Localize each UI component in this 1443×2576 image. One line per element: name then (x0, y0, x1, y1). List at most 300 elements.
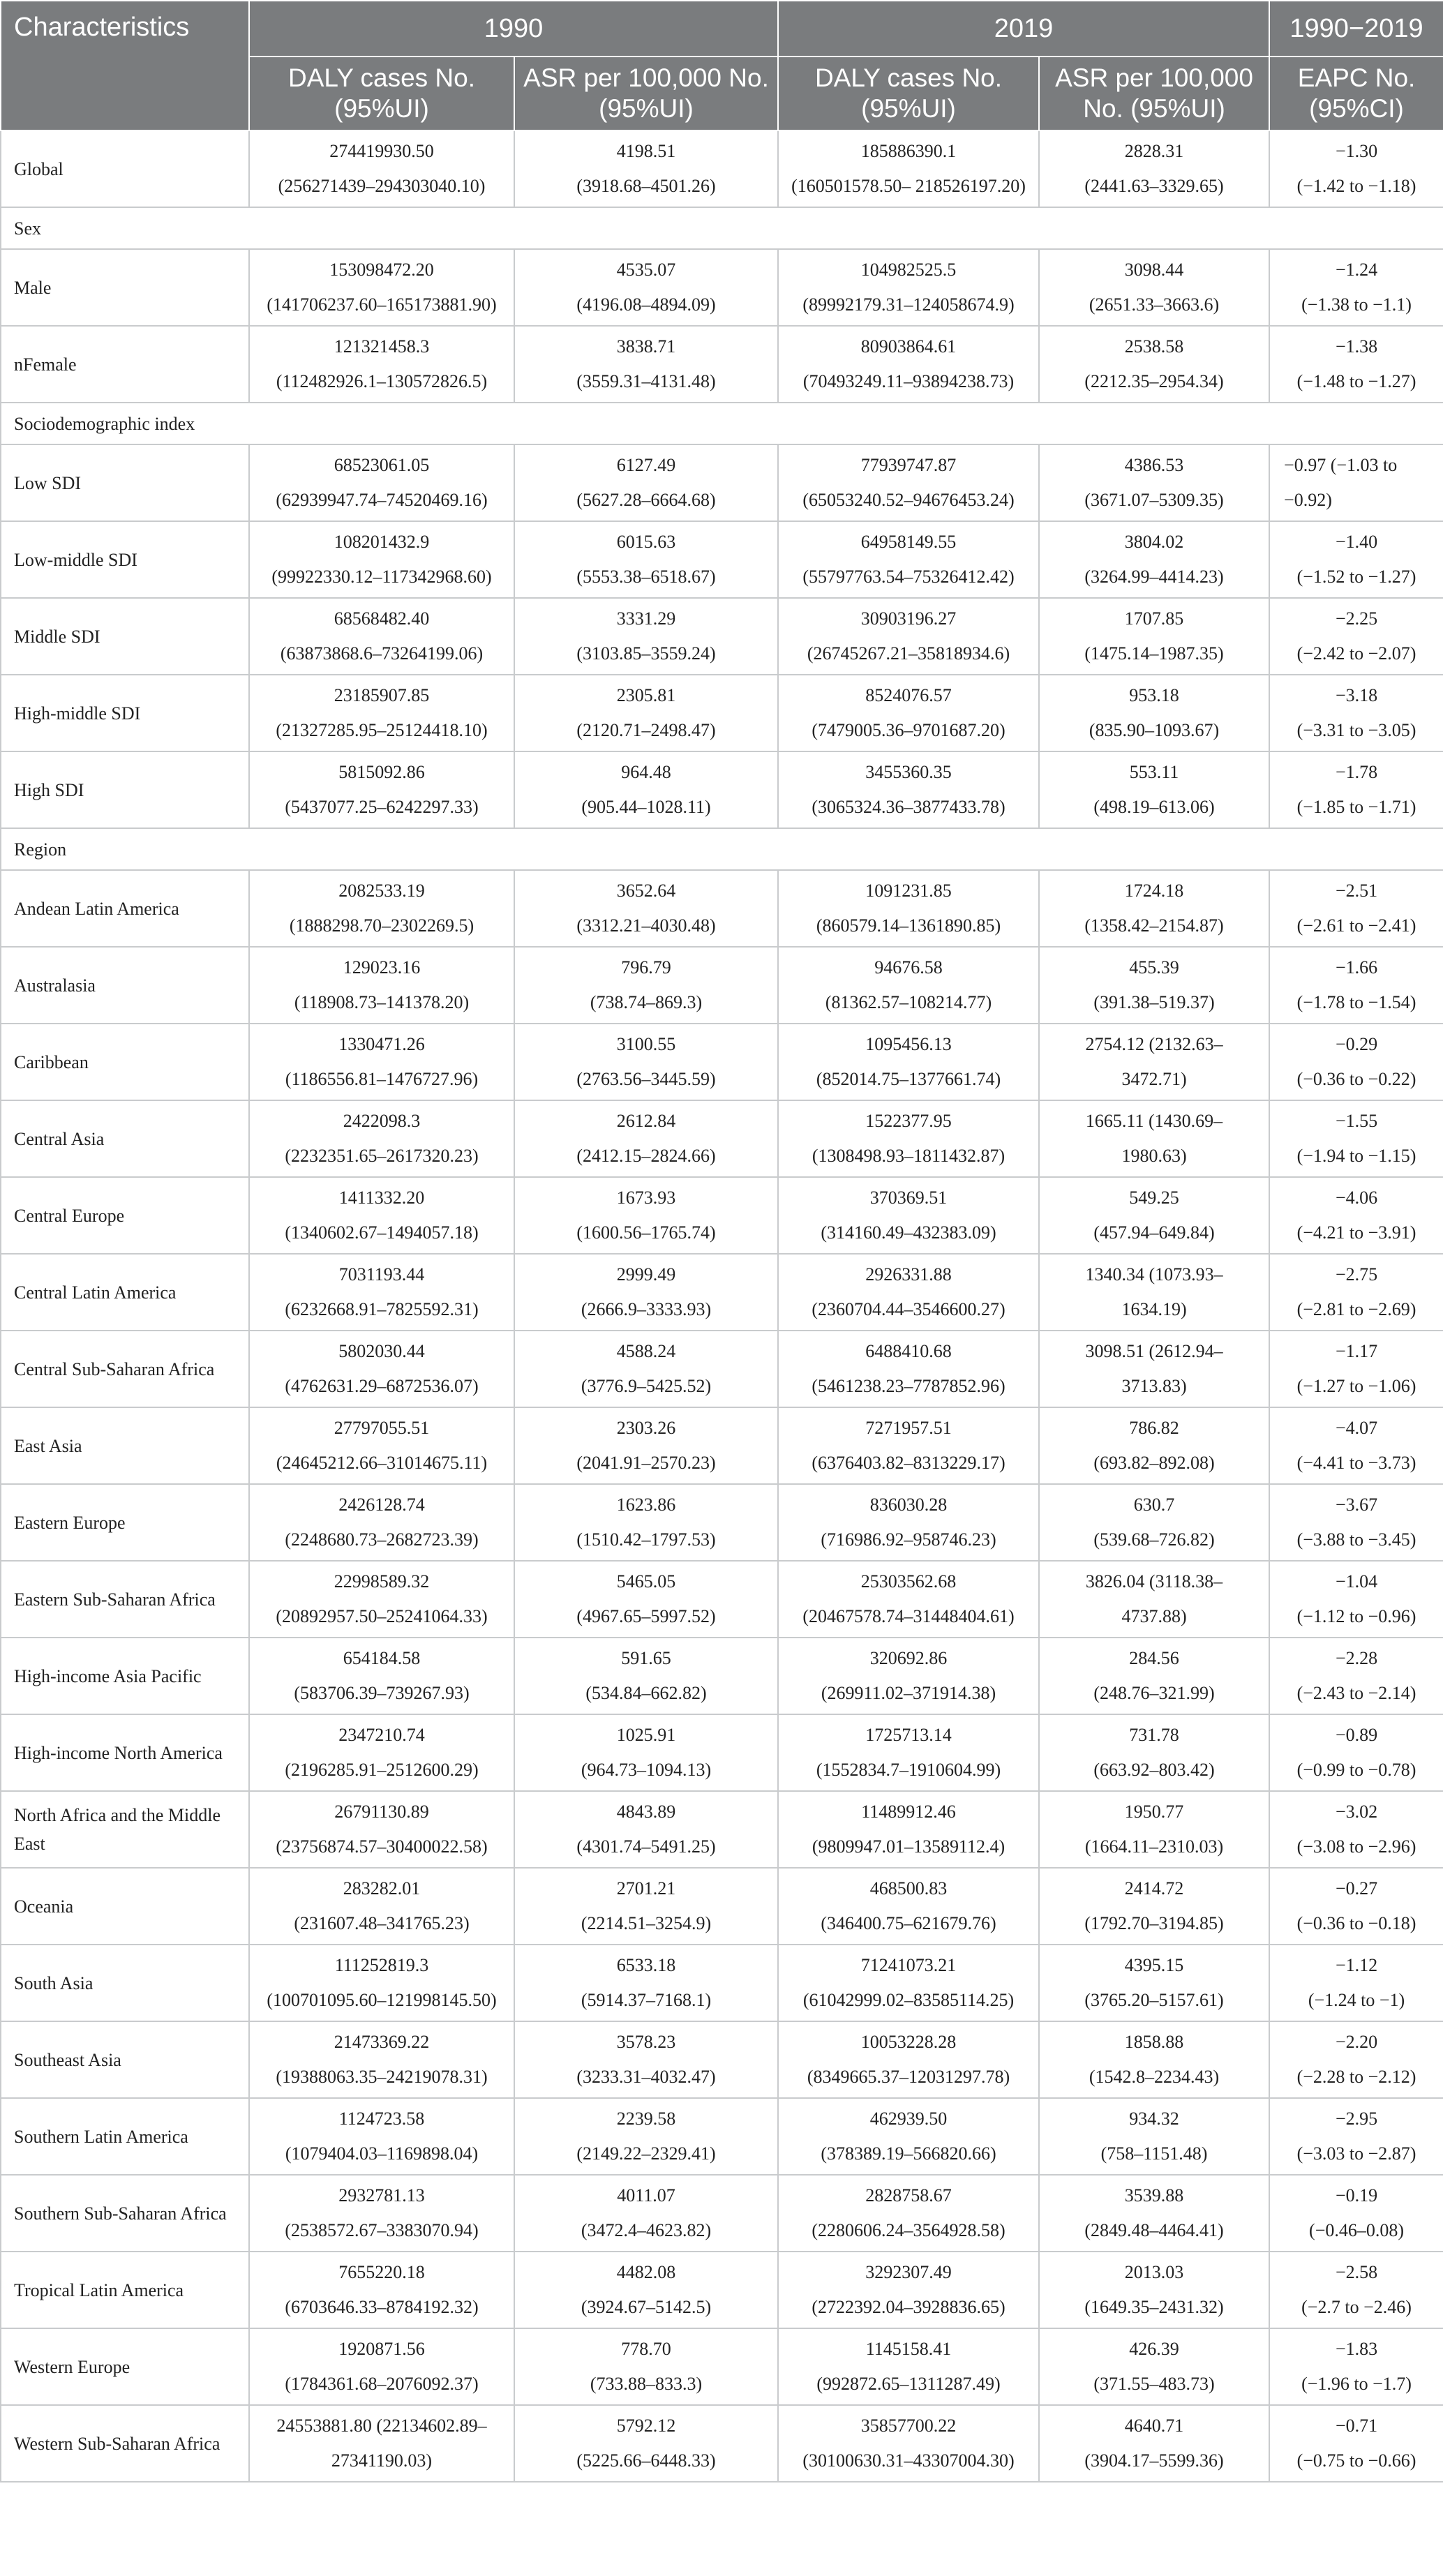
cell-eapc-interval: (−3.08 to −2.96) (1296, 1836, 1416, 1857)
cell-daly-1990 (249, 1561, 514, 1638)
cell-asr-2019-value: 426.39 (1129, 2339, 1179, 2359)
table-row (1, 1177, 1443, 1254)
cell-daly-2019-interval: (8349665.37–12031297.78) (807, 2067, 1010, 2087)
cell-asr-2019-value: 3539.88 (1124, 2185, 1184, 2206)
cell-eapc-value: −2.95 (1335, 2109, 1378, 2129)
cell-daly-1990-interval: (63873868.6–73264199.06) (280, 643, 484, 664)
table-row (1, 870, 1443, 947)
cell-eapc-value: −1.04 (1335, 1571, 1378, 1592)
cell-eapc-value: −0.71 (1335, 2416, 1378, 2436)
cell-daly-1990-interval: (100701095.60–121998145.50) (267, 1990, 497, 2010)
cell-asr-1990 (514, 1177, 778, 1254)
cell-asr-2019 (1039, 2252, 1269, 2328)
row-label: Andean Latin America (1, 870, 249, 947)
cell-daly-2019 (778, 2175, 1039, 2252)
cell-eapc-interval: (−0.36 to −0.18) (1296, 1913, 1416, 1933)
cell-daly-1990 (249, 2252, 514, 2328)
cell-daly-2019-value: 3455360.35 (865, 762, 952, 782)
cell-eapc (1269, 598, 1443, 675)
cell-asr-1990-interval: (738.74–869.3) (590, 992, 703, 1012)
cell-asr-2019-interval: (3765.20–5157.61) (1084, 1990, 1224, 2010)
table-row (1, 2175, 1443, 2252)
cell-asr-2019-value: 1724.18 (1124, 881, 1184, 901)
row-label: Low-middle SDI (1, 521, 249, 598)
cell-asr-2019-value: 4395.15 (1124, 1955, 1184, 1975)
cell-asr-1990-value: 4482.08 (616, 2262, 676, 2282)
cell-asr-2019-interval: (2849.48–4464.41) (1084, 2220, 1224, 2240)
cell-asr-1990-value: 3100.55 (616, 1034, 676, 1054)
cell-daly-2019-value: 71241073.21 (860, 1955, 957, 1975)
cell-asr-1990 (514, 1254, 778, 1331)
cell-eapc-value: −1.38 (1335, 336, 1378, 357)
cell-daly-1990-value: 68568482.40 (334, 608, 430, 629)
cell-eapc-interval: (−1.12 to −0.96) (1296, 1606, 1416, 1626)
cell-asr-2019-value: 2538.58 (1124, 336, 1184, 357)
cell-eapc-interval: (−2.7 to −2.46) (1301, 2297, 1412, 2317)
cell-daly-2019-interval: (7479005.36–9701687.20) (812, 720, 1005, 740)
header-asr-1990: ASR per 100,000 No. (95%UI) (514, 57, 778, 130)
cell-asr-2019-value: 1707.85 (1124, 608, 1184, 629)
cell-asr-1990-value: 6015.63 (616, 532, 676, 552)
cell-daly-2019 (778, 1945, 1039, 2021)
cell-asr-2019-interval: (539.68–726.82) (1093, 1529, 1215, 1550)
cell-eapc-value: −0.27 (1335, 1878, 1378, 1899)
cell-daly-2019 (778, 1561, 1039, 1638)
cell-daly-1990 (249, 1638, 514, 1714)
cell-asr-2019-interval: (1649.35–2431.32) (1084, 2297, 1224, 2317)
cell-eapc (1269, 1945, 1443, 2021)
cell-eapc-value: −1.30 (1335, 141, 1378, 161)
cell-asr-1990-interval: (5225.66–6448.33) (576, 2450, 716, 2471)
cell-eapc-value: −0.89 (1335, 1725, 1378, 1745)
cell-daly-2019 (778, 870, 1039, 947)
cell-daly-2019-value: 80903864.61 (860, 336, 957, 357)
cell-asr-2019 (1039, 444, 1269, 521)
cell-eapc (1269, 1561, 1443, 1638)
cell-daly-2019-value: 1145158.41 (865, 2339, 952, 2359)
cell-asr-1990-value: 964.48 (621, 762, 671, 782)
cell-daly-2019-interval: (378389.19–566820.66) (821, 2143, 996, 2164)
cell-eapc (1269, 2175, 1443, 2252)
cell-eapc-value: −3.18 (1335, 685, 1378, 705)
cell-daly-1990-interval: (1888298.70–2302269.5) (289, 915, 474, 936)
section-row (1, 828, 1443, 870)
cell-daly-1990-interval: (256271439–294303040.10) (278, 176, 486, 196)
cell-asr-1990-value: 2999.49 (616, 1264, 676, 1285)
cell-eapc-value: −0.29 (1335, 1034, 1378, 1054)
cell-asr-2019-interval: 3472.71) (1121, 1069, 1187, 1089)
cell-daly-1990 (249, 947, 514, 1024)
cell-asr-2019 (1039, 1407, 1269, 1484)
cell-asr-1990-value: 4198.51 (616, 141, 676, 161)
cell-asr-1990-value: 2305.81 (616, 685, 676, 705)
header-year-1990: 1990 (249, 1, 778, 57)
row-label: Middle SDI (1, 598, 249, 675)
cell-daly-1990 (249, 444, 514, 521)
cell-daly-1990-interval: (2248680.73–2682723.39) (285, 1529, 479, 1550)
cell-daly-2019-value: 11489912.46 (861, 1802, 956, 1822)
cell-asr-1990-interval: (2214.51–3254.9) (581, 1913, 712, 1933)
cell-daly-1990-interval: (21327285.95–25124418.10) (276, 720, 488, 740)
row-label: High-income North America (1, 1714, 249, 1791)
cell-daly-1990-value: 2347210.74 (338, 1725, 425, 1745)
cell-eapc-value: −2.51 (1335, 881, 1378, 901)
cell-eapc-value: −1.78 (1335, 762, 1378, 782)
row-label: Southern Latin America (1, 2098, 249, 2175)
row-label: Southeast Asia (1, 2021, 249, 2098)
row-label: High-income Asia Pacific (1, 1638, 249, 1714)
cell-asr-2019-value: 4386.53 (1124, 455, 1184, 475)
cell-eapc (1269, 1791, 1443, 1868)
cell-asr-2019 (1039, 1714, 1269, 1791)
cell-daly-1990-interval: (118908.73–141378.20) (294, 992, 470, 1012)
cell-daly-2019-interval: (9809947.01–13589112.4) (812, 1836, 1005, 1857)
cell-daly-2019-interval: (81362.57–108214.77) (825, 992, 992, 1012)
cell-daly-1990-interval: (1340602.67–1494057.18) (285, 1222, 479, 1243)
cell-asr-1990-value: 6533.18 (616, 1955, 676, 1975)
cell-asr-2019 (1039, 1561, 1269, 1638)
cell-asr-2019-interval: (1664.11–2310.03) (1084, 1836, 1224, 1857)
cell-asr-1990-interval: (1510.42–1797.53) (576, 1529, 716, 1550)
cell-eapc (1269, 1024, 1443, 1100)
table-row (1, 1024, 1443, 1100)
cell-asr-2019-value: 2754.12 (2132.63– (1085, 1034, 1223, 1054)
cell-daly-2019 (778, 521, 1039, 598)
cell-asr-1990-interval: (4967.65–5997.52) (576, 1606, 716, 1626)
cell-daly-2019-value: 104982525.5 (860, 260, 957, 280)
cell-eapc-value: −3.02 (1335, 1802, 1378, 1822)
cell-eapc (1269, 444, 1443, 521)
cell-daly-1990-value: 121321458.3 (334, 336, 430, 357)
table-row (1, 2252, 1443, 2328)
cell-daly-2019 (778, 1100, 1039, 1177)
cell-asr-1990 (514, 1868, 778, 1945)
cell-asr-1990-interval: (964.73–1094.13) (581, 1760, 712, 1780)
cell-asr-2019-value: 1340.34 (1073.93– (1085, 1264, 1223, 1285)
cell-asr-1990-value: 3652.64 (616, 881, 676, 901)
cell-eapc-interval: (−3.03 to −2.87) (1296, 2143, 1416, 2164)
table-row (1, 598, 1443, 675)
cell-asr-1990 (514, 444, 778, 521)
cell-daly-2019-value: 77939747.87 (860, 455, 957, 475)
cell-daly-2019-value: 30903196.27 (860, 608, 957, 629)
cell-daly-2019-value: 1725713.14 (865, 1725, 952, 1745)
cell-daly-1990-interval: (1784361.68–2076092.37) (285, 2374, 479, 2394)
cell-daly-1990 (249, 326, 514, 403)
cell-daly-2019-value: 94676.58 (874, 957, 943, 978)
cell-eapc-interval: −0.92) (1284, 490, 1332, 510)
table-row (1, 444, 1443, 521)
cell-asr-2019-value: 3098.51 (2612.94– (1085, 1341, 1223, 1361)
cell-eapc-value: −2.28 (1335, 1648, 1378, 1668)
cell-asr-2019-value: 786.82 (1129, 1418, 1179, 1438)
cell-eapc-interval: (−1.94 to −1.15) (1296, 1146, 1416, 1166)
cell-daly-1990 (249, 1791, 514, 1868)
header-year-2019: 2019 (778, 1, 1269, 57)
cell-daly-2019-interval: (852014.75–1377661.74) (816, 1069, 1001, 1089)
row-label: High SDI (1, 751, 249, 828)
cell-daly-1990-interval: (1186556.81–1476727.96) (285, 1069, 479, 1089)
cell-daly-2019-value: 8524076.57 (865, 685, 952, 705)
header-daly-cases-1990: DALY cases No. (95%UI) (249, 57, 514, 130)
cell-daly-2019 (778, 947, 1039, 1024)
cell-asr-2019-interval: (1542.8–2234.43) (1089, 2067, 1220, 2087)
cell-asr-1990-interval: (2763.56–3445.59) (576, 1069, 716, 1089)
cell-asr-2019-value: 934.32 (1129, 2109, 1179, 2129)
cell-daly-2019-interval: (992872.65–1311287.49) (816, 2374, 1001, 2394)
cell-daly-2019-interval: (70493249.11–93894238.73) (802, 371, 1015, 391)
cell-asr-1990-interval: (4301.74–5491.25) (576, 1836, 716, 1857)
cell-eapc-value: −1.12 (1335, 1955, 1378, 1975)
cell-daly-1990-interval: (99922330.12–117342968.60) (271, 567, 492, 587)
cell-daly-2019-interval: (30100630.31–43307004.30) (802, 2450, 1015, 2471)
cell-asr-1990 (514, 2252, 778, 2328)
row-label: Eastern Europe (1, 1484, 249, 1561)
section-row (1, 207, 1443, 249)
cell-daly-2019 (778, 598, 1039, 675)
cell-daly-2019 (778, 1791, 1039, 1868)
cell-eapc (1269, 2328, 1443, 2405)
cell-asr-1990 (514, 2021, 778, 2098)
row-label: Southern Sub-Saharan Africa (1, 2175, 249, 2252)
cell-asr-1990 (514, 521, 778, 598)
cell-daly-2019-value: 462939.50 (869, 2109, 948, 2129)
cell-asr-2019-interval: (2651.33–3663.6) (1089, 294, 1220, 315)
cell-daly-1990-value: 2082533.19 (338, 881, 425, 901)
cell-asr-2019-value: 1950.77 (1124, 1802, 1184, 1822)
cell-asr-2019-value: 549.25 (1129, 1188, 1179, 1208)
cell-daly-1990-value: 654184.58 (343, 1648, 421, 1668)
cell-eapc-value: −1.83 (1335, 2339, 1378, 2359)
cell-daly-2019-interval: (1552834.7–1910604.99) (816, 1760, 1001, 1780)
cell-daly-1990 (249, 675, 514, 751)
cell-daly-2019-interval: (2722392.04–3928836.65) (812, 2297, 1005, 2317)
cell-asr-1990 (514, 2328, 778, 2405)
row-label: East Asia (1, 1407, 249, 1484)
cell-eapc-value: −2.20 (1335, 2032, 1378, 2052)
section-label: Sociodemographic index (1, 403, 1443, 444)
cell-asr-2019 (1039, 1331, 1269, 1407)
cell-asr-2019-interval: (248.76–321.99) (1093, 1683, 1215, 1703)
cell-asr-2019-interval: (663.92–803.42) (1093, 1760, 1215, 1780)
cell-eapc (1269, 1638, 1443, 1714)
table-row (1, 326, 1443, 403)
cell-eapc-value: −1.17 (1335, 1341, 1378, 1361)
cell-asr-2019-interval: (1792.70–3194.85) (1084, 1913, 1224, 1933)
cell-asr-1990-interval: (3559.31–4131.48) (576, 371, 716, 391)
cell-daly-2019 (778, 1638, 1039, 1714)
cell-asr-1990 (514, 130, 778, 207)
cell-asr-2019 (1039, 2098, 1269, 2175)
cell-eapc-value: −3.67 (1335, 1495, 1378, 1515)
cell-daly-2019-value: 6488410.68 (865, 1341, 952, 1361)
cell-daly-1990-value: 1124723.58 (338, 2109, 425, 2129)
cell-daly-1990-interval: (20892957.50–25241064.33) (276, 1606, 488, 1626)
cell-daly-2019-value: 25303562.68 (860, 1571, 957, 1592)
row-label: Low SDI (1, 444, 249, 521)
cell-daly-2019-interval: (89992179.31–124058674.9) (802, 294, 1015, 315)
cell-daly-2019 (778, 444, 1039, 521)
row-label: Eastern Sub-Saharan Africa (1, 1561, 249, 1638)
row-label: Caribbean (1, 1024, 249, 1100)
cell-asr-2019-interval: (498.19–613.06) (1093, 797, 1215, 817)
cell-eapc (1269, 130, 1443, 207)
header-eapc: EAPC No. (95%CI) (1269, 57, 1443, 130)
cell-asr-1990-interval: (4196.08–4894.09) (576, 294, 716, 315)
row-label: Global (1, 130, 249, 207)
cell-asr-1990 (514, 249, 778, 326)
cell-daly-1990-value: 26791130.89 (334, 1802, 429, 1822)
cell-daly-1990-value: 24553881.80 (22134602.89– (276, 2416, 487, 2436)
cell-asr-2019-interval: (3264.99–4414.23) (1084, 567, 1224, 587)
table-row (1, 1407, 1443, 1484)
cell-asr-1990-value: 3578.23 (616, 2032, 676, 2052)
cell-eapc-interval: (−2.28 to −2.12) (1296, 2067, 1416, 2087)
cell-asr-1990-value: 796.79 (621, 957, 671, 978)
cell-asr-1990-interval: (3918.68–4501.26) (576, 176, 716, 196)
cell-daly-2019-value: 10053228.28 (860, 2032, 957, 2052)
cell-daly-1990-value: 153098472.20 (329, 260, 434, 280)
cell-eapc-interval: (−0.75 to −0.66) (1296, 2450, 1416, 2471)
cell-asr-2019-interval: 1634.19) (1121, 1299, 1187, 1319)
cell-asr-2019-interval: 3713.83) (1121, 1376, 1187, 1396)
cell-daly-1990 (249, 2405, 514, 2482)
cell-daly-1990 (249, 1714, 514, 1791)
cell-daly-2019 (778, 249, 1039, 326)
cell-daly-2019-interval: (2360704.44–3546600.27) (812, 1299, 1005, 1319)
table-row (1, 2328, 1443, 2405)
cell-asr-1990-value: 5465.05 (616, 1571, 676, 1592)
cell-daly-1990 (249, 249, 514, 326)
table-row (1, 2021, 1443, 2098)
cell-daly-1990-interval: (4762631.29–6872536.07) (285, 1376, 479, 1396)
cell-asr-1990 (514, 2175, 778, 2252)
cell-asr-1990-interval: (2120.71–2498.47) (576, 720, 716, 740)
cell-daly-1990 (249, 2098, 514, 2175)
table-row (1, 1945, 1443, 2021)
cell-daly-1990 (249, 870, 514, 947)
cell-asr-2019 (1039, 1791, 1269, 1868)
cell-daly-1990 (249, 1945, 514, 2021)
table-row (1, 1331, 1443, 1407)
cell-asr-2019-interval: (457.94–649.84) (1093, 1222, 1215, 1243)
header-characteristics: Characteristics (1, 1, 249, 130)
cell-asr-2019 (1039, 1254, 1269, 1331)
cell-eapc (1269, 1868, 1443, 1945)
cell-daly-2019-value: 2828758.67 (865, 2185, 952, 2206)
cell-asr-1990-interval: (1600.56–1765.74) (576, 1222, 716, 1243)
cell-daly-1990 (249, 521, 514, 598)
cell-daly-1990-interval: (62939947.74–74520469.16) (276, 490, 488, 510)
cell-eapc-value: −1.24 (1335, 260, 1378, 280)
cell-asr-1990-interval: (3233.31–4032.47) (576, 2067, 716, 2087)
cell-asr-2019-interval: 1980.63) (1121, 1146, 1187, 1166)
cell-asr-1990 (514, 1100, 778, 1177)
cell-asr-2019 (1039, 249, 1269, 326)
cell-asr-2019-interval: (3671.07–5309.35) (1084, 490, 1224, 510)
table-row (1, 1100, 1443, 1177)
cell-asr-1990-value: 4011.07 (617, 2185, 675, 2206)
cell-daly-2019-value: 35857700.22 (860, 2416, 957, 2436)
cell-daly-2019-interval: (2280606.24–3564928.58) (812, 2220, 1005, 2240)
row-label: High-middle SDI (1, 675, 249, 751)
cell-daly-1990 (249, 2328, 514, 2405)
cell-eapc-interval: (−2.81 to −2.69) (1296, 1299, 1416, 1319)
cell-eapc (1269, 1407, 1443, 1484)
cell-asr-2019-interval: (391.38–519.37) (1093, 992, 1215, 1012)
cell-daly-1990-value: 2932781.13 (338, 2185, 425, 2206)
cell-asr-2019-value: 455.39 (1129, 957, 1179, 978)
cell-daly-2019-interval: (3065324.36–3877433.78) (812, 797, 1005, 817)
row-label: Central Sub-Saharan Africa (1, 1331, 249, 1407)
cell-daly-1990-value: 5802030.44 (338, 1341, 425, 1361)
cell-asr-1990-value: 2303.26 (616, 1418, 676, 1438)
cell-asr-1990-interval: (2412.15–2824.66) (576, 1146, 716, 1166)
cell-asr-2019 (1039, 598, 1269, 675)
cell-asr-2019 (1039, 1024, 1269, 1100)
cell-daly-1990-value: 5815092.86 (338, 762, 425, 782)
cell-asr-1990 (514, 1331, 778, 1407)
cell-daly-1990 (249, 2175, 514, 2252)
cell-daly-2019 (778, 2328, 1039, 2405)
cell-daly-1990-value: 111252819.3 (334, 1955, 429, 1975)
cell-asr-2019-value: 284.56 (1129, 1648, 1179, 1668)
cell-asr-1990 (514, 2098, 778, 2175)
cell-asr-2019 (1039, 130, 1269, 207)
cell-eapc-value: −1.66 (1335, 957, 1378, 978)
cell-eapc-interval: (−3.31 to −3.05) (1296, 720, 1416, 740)
cell-eapc-value: −1.55 (1335, 1111, 1378, 1131)
cell-daly-1990-value: 2426128.74 (338, 1495, 425, 1515)
cell-daly-2019-interval: (269911.02–371914.38) (821, 1683, 996, 1703)
cell-daly-1990-value: 2422098.3 (343, 1111, 421, 1131)
row-label: Tropical Latin America (1, 2252, 249, 2328)
cell-asr-2019 (1039, 1638, 1269, 1714)
cell-asr-1990 (514, 1714, 778, 1791)
table-row (1, 1561, 1443, 1638)
cell-asr-1990-interval: (3924.67–5142.5) (581, 2297, 712, 2317)
cell-daly-1990-value: 1411332.20 (338, 1188, 425, 1208)
cell-daly-2019 (778, 2098, 1039, 2175)
cell-daly-1990-interval: (5437077.25–6242297.33) (285, 797, 479, 817)
cell-eapc-interval: (−0.36 to −0.22) (1296, 1069, 1416, 1089)
cell-eapc-value: −0.19 (1335, 2185, 1378, 2206)
cell-daly-1990-interval: (23756874.57–30400022.58) (276, 1836, 488, 1857)
cell-asr-1990-interval: (3776.9–5425.52) (581, 1376, 712, 1396)
cell-daly-1990 (249, 598, 514, 675)
cell-eapc (1269, 521, 1443, 598)
row-label: Central Europe (1, 1177, 249, 1254)
table-row (1, 2098, 1443, 2175)
cell-daly-1990-interval: (112482926.1–130572826.5) (276, 371, 488, 391)
cell-daly-2019-interval: (55797763.54–75326412.42) (802, 567, 1015, 587)
cell-daly-2019-interval: (860579.14–1361890.85) (816, 915, 1001, 936)
cell-asr-1990 (514, 870, 778, 947)
cell-eapc (1269, 947, 1443, 1024)
cell-daly-2019-value: 3292307.49 (865, 2262, 952, 2282)
cell-asr-2019 (1039, 1868, 1269, 1945)
cell-daly-2019-value: 2926331.88 (865, 1264, 952, 1285)
cell-daly-1990-interval: 27341190.03) (331, 2450, 433, 2471)
row-label: Australasia (1, 947, 249, 1024)
cell-asr-2019 (1039, 947, 1269, 1024)
cell-daly-2019-interval: (6376403.82–8313229.17) (812, 1453, 1005, 1473)
cell-asr-1990-value: 3838.71 (616, 336, 676, 357)
cell-daly-1990-value: 108201432.9 (334, 532, 430, 552)
table-row (1, 1484, 1443, 1561)
cell-eapc-interval: (−1.48 to −1.27) (1296, 371, 1416, 391)
cell-asr-2019-interval: (835.90–1093.67) (1089, 720, 1220, 740)
